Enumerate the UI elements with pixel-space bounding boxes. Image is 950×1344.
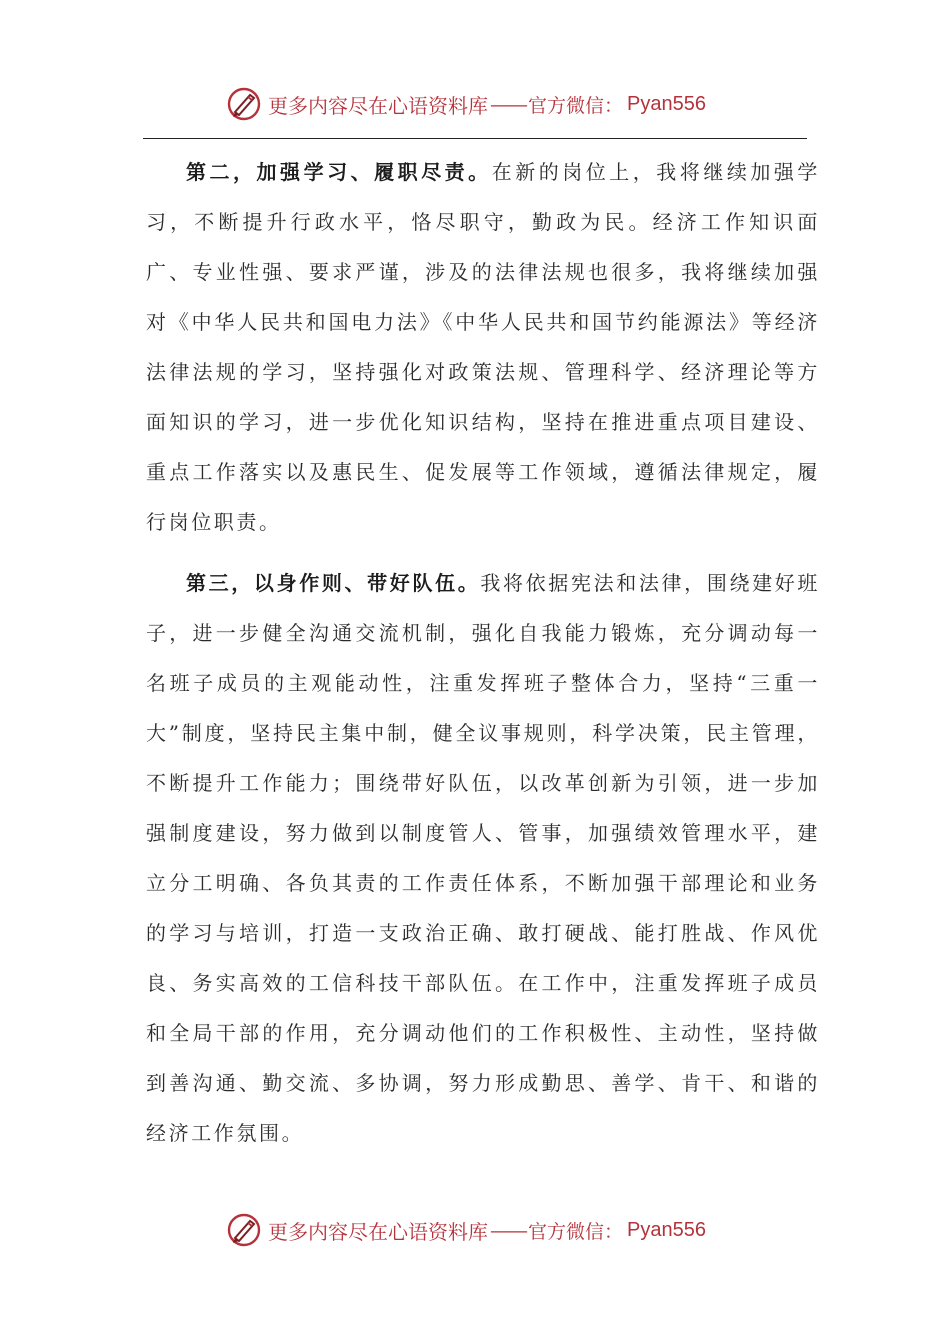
banner-dash: —— [490,92,526,116]
paragraph-third [146,558,820,1158]
header-watermark-banner [226,84,706,124]
banner-wechat-id: Pyan556 [627,1218,706,1241]
pen-in-circle-logo-icon [226,86,262,122]
paragraph-body: 在新的岗位上，我将继续加强学习，不断提升行政水平，恪尽职守，勤政为民。经济工作知识面广、专业性强、要求严谨，涉及的法律法规也很多，我将继续加强对《中华人民共和国电力法》《中华人民共和国节约能源法》等经济法律法规的学习，坚持强化对政策法规、管理科学、经济理论等方面知识的学习，进一步优化知识结构，坚持在推进重点项目建设、重点工作落实以及惠民生、促发展等工作领域，遵循法律规定，履行岗位职责。 [146,160,820,534]
paragraph-lead: 第三，以身作则、带好队伍。 [186,571,481,595]
pen-in-circle-logo-icon [226,1212,262,1248]
paragraph-body: 我将依据宪法和法律，围绕建好班子，进一步健全沟通交流机制，强化自我能力锻炼，充分调动每一名班子成员的主观能动性，注重发挥班子整体合力，坚持“三重一大”制度，坚持民主集中制，健全议事规则，科学决策，民主管理，不断提升工作能力；围绕带好队伍，以改革创新为引领，进一步加强制度建设，努力做到以制度管人、管事，加强绩效管理水平，建立分工明确、各负其责的工作责任体系，不断加强干部理论和业务的学习与培训，打造一支政治正确、敢打硬战、能打胜战、作风优良、务实高效的工信科技干部队伍。在工作中，注重发挥班子成员和全局干部的作用，充分调动他们的工作积极性、主动性，坚持做到善沟通、勤交流、多协调，努力形成勤思、善学、肯干、和谐的经济工作氛围。 [146,571,820,1145]
header-divider [143,138,807,139]
banner-title: 更多内容尽在心语资料库 [268,1219,488,1244]
banner-wechat-id: Pyan556 [627,92,706,115]
banner-dash: —— [490,1218,526,1242]
banner-wechat-label: 官方微信： [528,94,624,117]
banner-wechat-label: 官方微信： [528,1220,624,1243]
paragraph-lead: 第二，加强学习、履职尽责。 [186,160,492,184]
paragraph-second [146,147,820,547]
banner-title: 更多内容尽在心语资料库 [268,93,488,118]
footer-watermark-banner [226,1210,706,1250]
